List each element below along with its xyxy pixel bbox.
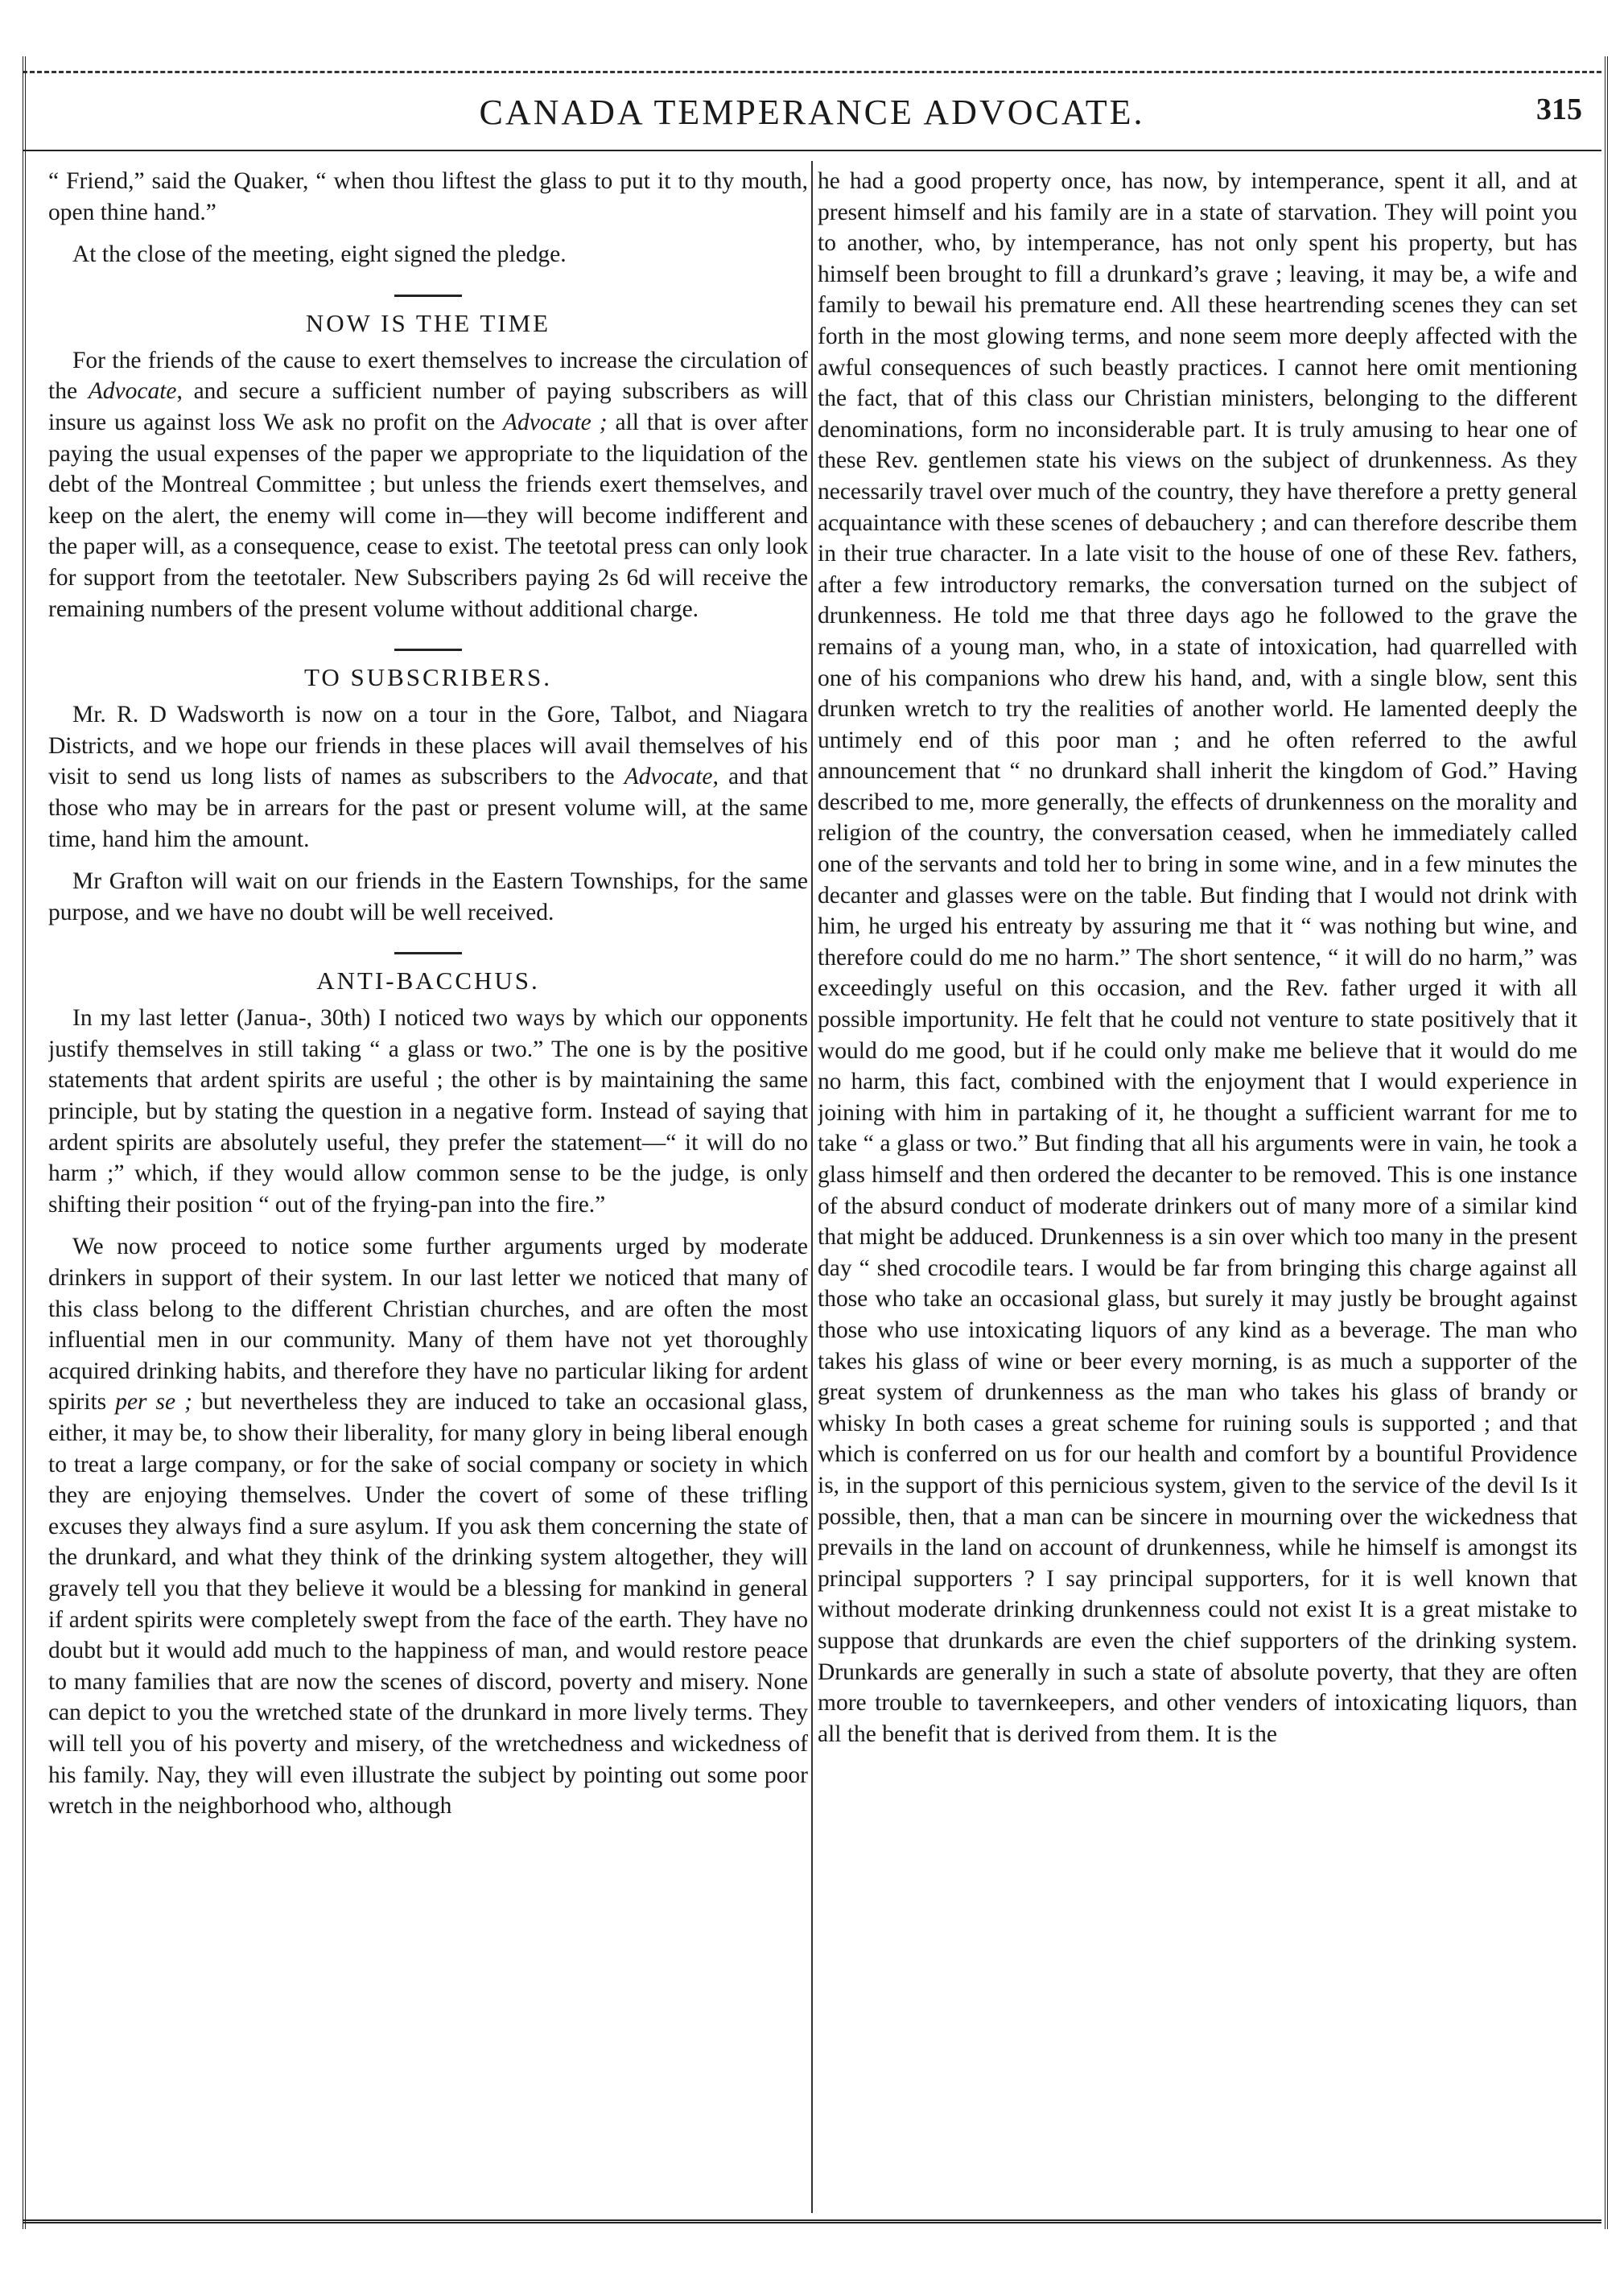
page-number: 315 <box>1536 93 1582 126</box>
left-column <box>48 166 808 2208</box>
right-column <box>818 166 1577 2208</box>
anti-bacchus-paragraph-2: We now proceed to notice some further arguments urged by moderate drinkers in support of their system. In our last letter we noticed that many of this class belong to the different Christian churches, and are often the most influential men in our community. Many of them have not yet thoroughly acquired drinking habits, and therefore they have no particular liking for ardent spirits per se ; but nevertheless they are induced to take an occasional glass, either, it may be, to show their liberality, for many glory in being liberal enough to treat a large company, or for the sake of social company or society in which they are enjoying themselves. Under the covert of some of these trifling excuses they always find a sure asylum. If you ask them concerning the state of the drunkard, and what they think of the drinking system altogether, they will gravely tell you that they believe it would be a blessing for mankind in general if ardent spirits were completely swept from the face of the earth. They have no doubt but it would add much to the happiness of man, and would restore peace to many families that are now the scenes of discord, poverty and misery. None can depict to you the wretched state of the drunkard in more lively terms. They will tell you of his poverty and misery, of the wretchedness and wickedness of his family. Nay, they will even illustrate the subject by pointing out some poor wretch in the neighborhood who, although <box>48 1234 808 1819</box>
right-column-text: he had a good property once, has now, by intemperance, spent it all, and at present himself and his family are in a state of starvation. They will point you to another, who, by intemperance, has not only spent his property, but has himself been brought to fill a drunkard’s grave ; leaving, it may be, a wife and family to bewail his premature end. All these heartrending scenes they can set forth in the most glowing terms, and none seem more deeply affected with the awful consequences of such beastly practices. I cannot here omit mentioning the fact, that of this class our Christian ministers, belonging to the different denominations, form no inconsiderable part. It is truly amusing to hear one of these Rev. gentlemen state his views on the subject of drunkenness. As they necessarily travel over much of the country, they have therefore a pretty general acquaintance with these scenes of debauchery ; and can therefore describe them in their true character. In a late visit to the house of one of these Rev. fathers, after a few introductory remarks, the conversation turned on the subject of drunkenness. He told me that three days ago he followed to the grave the remains of a young man, who, in a state of intoxication, had quarrelled with one of his companions who drew his hand, and, with a single blow, sent this drunken wretch to try the realities of another world. He lamented deeply the untimely end of this poor man ; and he often referred to the awful announcement that “ no drunkard shall inherit the kingdom of God.” Having described to me, more generally, the effects of drunkenness on the morality and religion of the country, the conversation ceased, when he immediately called one of the servants and told her to bring in some wine, and in a few minutes the decanter and glasses were on the table. But finding that I would not drink with him, he urged his entreaty by assuring me that it “ was nothing but wine, and therefore could do me no harm.” The short sentence, “ it will do no harm,” was exceedingly useful on this occasion, and the Rev. father urged it with all possible importunity. He felt that he could not venture to state positively that it would do me good, but if he could only make me believe that it would do me no harm, this fact, combined with the enjoyment that I would experience in joining with him in partaking of it, he thought a sufficient warrant for me to take “ a glass or two.” But finding that all his arguments were in vain, he took a glass himself and then ordered the decanter to be removed. This is one instance of the absurd conduct of moderate drinkers out of many more of a similar kind that might be adduced. Drunkenness is a sin over which too many in the present day “ shed crocodile tears. I would be far from bringing this charge against all those who take an occasional glass, but surely it may justly be brought against those who use intoxicating liquors of any kind as a beverage. The man who takes his glass of wine or beer every morning, is as much a supporter of the great system of drunkenness as the man who takes his glass of brandy or whisky In both cases a great scheme for ruining souls is supported ; and that which is conferred on us for our health and comfort by a bountiful Providence is, in the support of this pernicious system, given to the service of the devil Is it possible, then, that a man can be sincere in mourning over the wickedness that prevails in the land on account of drunkenness, while he himself is amongst its principal supporters ? I say principal supporters, for it is well known that without moderate drinking drunkenness could not exist It is a great mistake to suppose that drunkards are even the chief supporters of the drinking system. Drunkards are generally in such a state of absolute poverty, that they are often more trouble to tavernkeepers, and other venders of intoxicating liquors, than all the benefit that is derived from them. It is the <box>818 168 1577 1747</box>
anti-bacchus-paragraph-1: In my last letter (Janua-, 30th) I noticed two ways by which our opponents justify themselves in still taking “ a glass or two.” The one is by the positive statements that ardent spirits are useful ; the other is by maintaining the same principle, but by stating the question in a negative form. Instead of saying that ardent spirits are absolutely useful, they prefer the statement—“ it will do no harm ;” which, if they would allow common sense to be the judge, is only shifting their position “ out of the frying-pan into the fire.” <box>48 1005 808 1218</box>
section-divider <box>394 952 462 954</box>
heading-to-subscribers: TO SUBSCRIBERS. <box>303 663 552 692</box>
newspaper-title: CANADA TEMPERANCE ADVOCATE. <box>479 93 1145 132</box>
heading-anti-bacchus: ANTI-BACCHUS. <box>316 966 540 995</box>
grafton-paragraph: Mr Grafton will wait on our friends in the Eastern Townships, for the same purpose, and we have no doubt will be well received. <box>48 868 808 925</box>
meeting-close-paragraph: At the close of the meeting, eight signed the pledge. <box>72 241 567 268</box>
column-divider <box>811 161 813 2213</box>
section-divider <box>394 295 462 297</box>
now-is-the-time-paragraph: For the friends of the cause to exert themselves to increase the circulation of the Advocate, and secure a sufficient number of paying subscribers as will insure us against loss We ask no profit on the Advocate ; all that is over after paying the usual expenses of the paper we appropriate to the liquidation of the debt of the Montreal Committee ; but unless the friends exert themselves, and keep on the alert, the enemy will come in—they will become indifferent and the paper will, as a consequence, cease to exist. The teetotal press can only look for support from the teetotaler. New Subscribers paying 2s 6d will receive the remaining numbers of the present volume without additional charge. <box>48 347 808 622</box>
page-header <box>23 87 1601 138</box>
bottom-border-rule <box>23 2219 1601 2223</box>
section-divider <box>394 649 462 651</box>
heading-now-is-the-time: NOW IS THE TIME <box>305 308 551 337</box>
wadsworth-paragraph: Mr. R. D Wadsworth is now on a tour in the Gore, Talbot, and Niagara Districts, and we hope our friends in these places will avail themselves of his visit to send us long lists of names as subscribers to the Advocate, and that those who may be in arrears for the past or present volume will, at the same time, hand him the amount. <box>48 702 808 852</box>
quaker-paragraph: “ Friend,” said the Quaker, “ when thou liftest the glass to put it to thy mouth, open thine hand.” <box>48 168 808 225</box>
header-rule <box>23 150 1601 151</box>
